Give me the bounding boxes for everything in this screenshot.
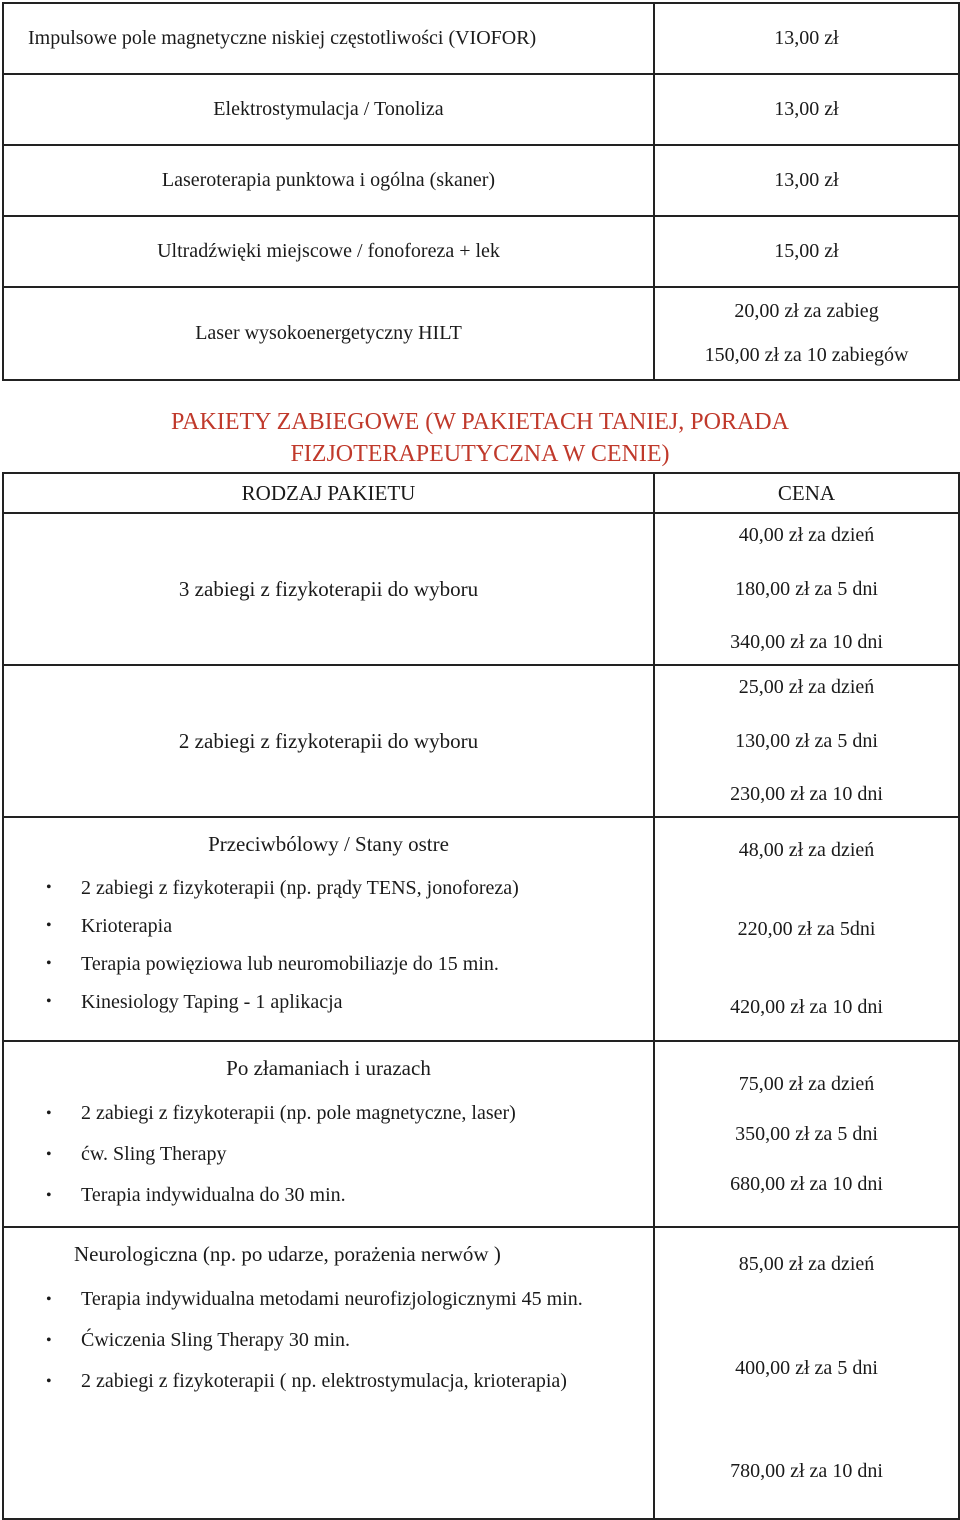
- table-row: [3, 665, 959, 817]
- list-item: • Krioterapia: [4, 907, 653, 945]
- table-row: [3, 145, 959, 216]
- table-row: [3, 216, 959, 287]
- package-price: 420,00 zł za 10 dni: [730, 996, 883, 1018]
- service-price-cell: [654, 287, 959, 380]
- service-name: Laser wysokoenergetyczny HILT: [3, 287, 654, 380]
- package-prices: [654, 1041, 959, 1227]
- package-price: 75,00 zł za dzień: [738, 1072, 875, 1095]
- service-name: Impulsowe pole magnetyczne niskiej częstotliwości (VIOFOR): [3, 3, 654, 74]
- list-item: • ćw. Sling Therapy: [4, 1134, 653, 1175]
- package-price: 85,00 zł za dzień: [738, 1253, 875, 1275]
- package-price: 340,00 zł za 10 dni: [730, 631, 883, 653]
- package-name: Przeciwbólowy / Stany ostre: [208, 832, 449, 856]
- header-price: CENA: [654, 473, 959, 513]
- list-item: • Terapia indywidualna do 30 min.: [4, 1175, 653, 1216]
- list-item: • 2 zabiegi z fizykoterapii (np. prądy TENS, jonoforeza): [4, 869, 653, 907]
- table-row: [3, 1227, 959, 1519]
- list-item: • 2 zabiegi z fizykoterapii (np. pole magnetyczne, laser): [4, 1093, 653, 1134]
- package-price: 230,00 zł za 10 dni: [730, 783, 883, 805]
- list-item: • Ćwiczenia Sling Therapy 30 min.: [4, 1320, 653, 1361]
- table-row: [3, 3, 959, 74]
- header-type: RODZAJ PAKIETU: [3, 473, 654, 513]
- table-row: [3, 1041, 959, 1227]
- package-name: 3 zabiegi z fizykoterapii do wyboru: [3, 513, 654, 665]
- package-price: 780,00 zł za 10 dni: [730, 1460, 883, 1482]
- service-name: Elektrostymulacja / Tonoliza: [3, 74, 654, 145]
- package-name: Po złamaniach i urazach: [226, 1056, 431, 1080]
- package-prices: [654, 1227, 959, 1519]
- package-price: 350,00 zł za 5 dni: [735, 1122, 878, 1145]
- package-detail: [3, 1041, 654, 1227]
- package-name: 2 zabiegi z fizykoterapii do wyboru: [3, 665, 654, 817]
- service-price: 150,00 zł za 10 zabiegów: [704, 344, 909, 367]
- service-price: 13,00 zł: [654, 74, 959, 145]
- packages-table: [2, 472, 960, 1520]
- package-prices: [654, 513, 959, 665]
- package-price: 40,00 zł za dzień: [738, 524, 875, 546]
- package-prices: [654, 817, 959, 1041]
- package-detail: [3, 817, 654, 1041]
- package-prices: [654, 665, 959, 817]
- package-price: 180,00 zł za 5 dni: [735, 577, 878, 600]
- table-row: [3, 513, 959, 665]
- package-price: 25,00 zł za dzień: [738, 676, 875, 698]
- list-item: • Terapia indywidualna metodami neurofizjologicznymi 45 min.: [4, 1279, 653, 1320]
- package-price: 48,00 zł za dzień: [738, 839, 875, 861]
- table-row: [3, 817, 959, 1041]
- service-price: 20,00 zł za zabieg: [734, 299, 879, 322]
- list-item: • Terapia powięziowa lub neuromobiliazje do 15 min.: [4, 945, 653, 983]
- package-detail: [3, 1227, 654, 1519]
- list-item: • Kinesiology Taping - 1 aplikacja: [4, 983, 653, 1021]
- package-name: Neurologiczna (np. po udarze, porażenia nerwów ): [74, 1242, 501, 1266]
- service-name: Ultradźwięki miejscowe / fonoforeza + lek: [3, 216, 654, 287]
- service-price: 13,00 zł: [654, 145, 959, 216]
- services-table: [2, 2, 960, 381]
- package-price: 400,00 zł za 5 dni: [735, 1356, 878, 1379]
- package-price: 680,00 zł za 10 dni: [730, 1172, 883, 1195]
- service-name: Laseroterapia punktowa i ogólna (skaner): [3, 145, 654, 216]
- packages-title: [0, 406, 960, 470]
- packages-title-line2: FIZJOTERAPEUTYCZNA W CENIE): [290, 441, 670, 467]
- service-price: 13,00 zł: [654, 3, 959, 74]
- packages-title-line1: PAKIETY ZABIEGOWE (W PAKIETACH TANIEJ, PORADA: [171, 409, 789, 435]
- table-header-row: [3, 473, 959, 513]
- service-price: 15,00 zł: [654, 216, 959, 287]
- list-item: • 2 zabiegi z fizykoterapii ( np. elektrostymulacja, krioterapia): [4, 1361, 653, 1402]
- table-row: [3, 287, 959, 380]
- table-row: [3, 74, 959, 145]
- package-price: 220,00 zł za 5dni: [737, 917, 876, 940]
- package-price: 130,00 zł za 5 dni: [735, 729, 878, 752]
